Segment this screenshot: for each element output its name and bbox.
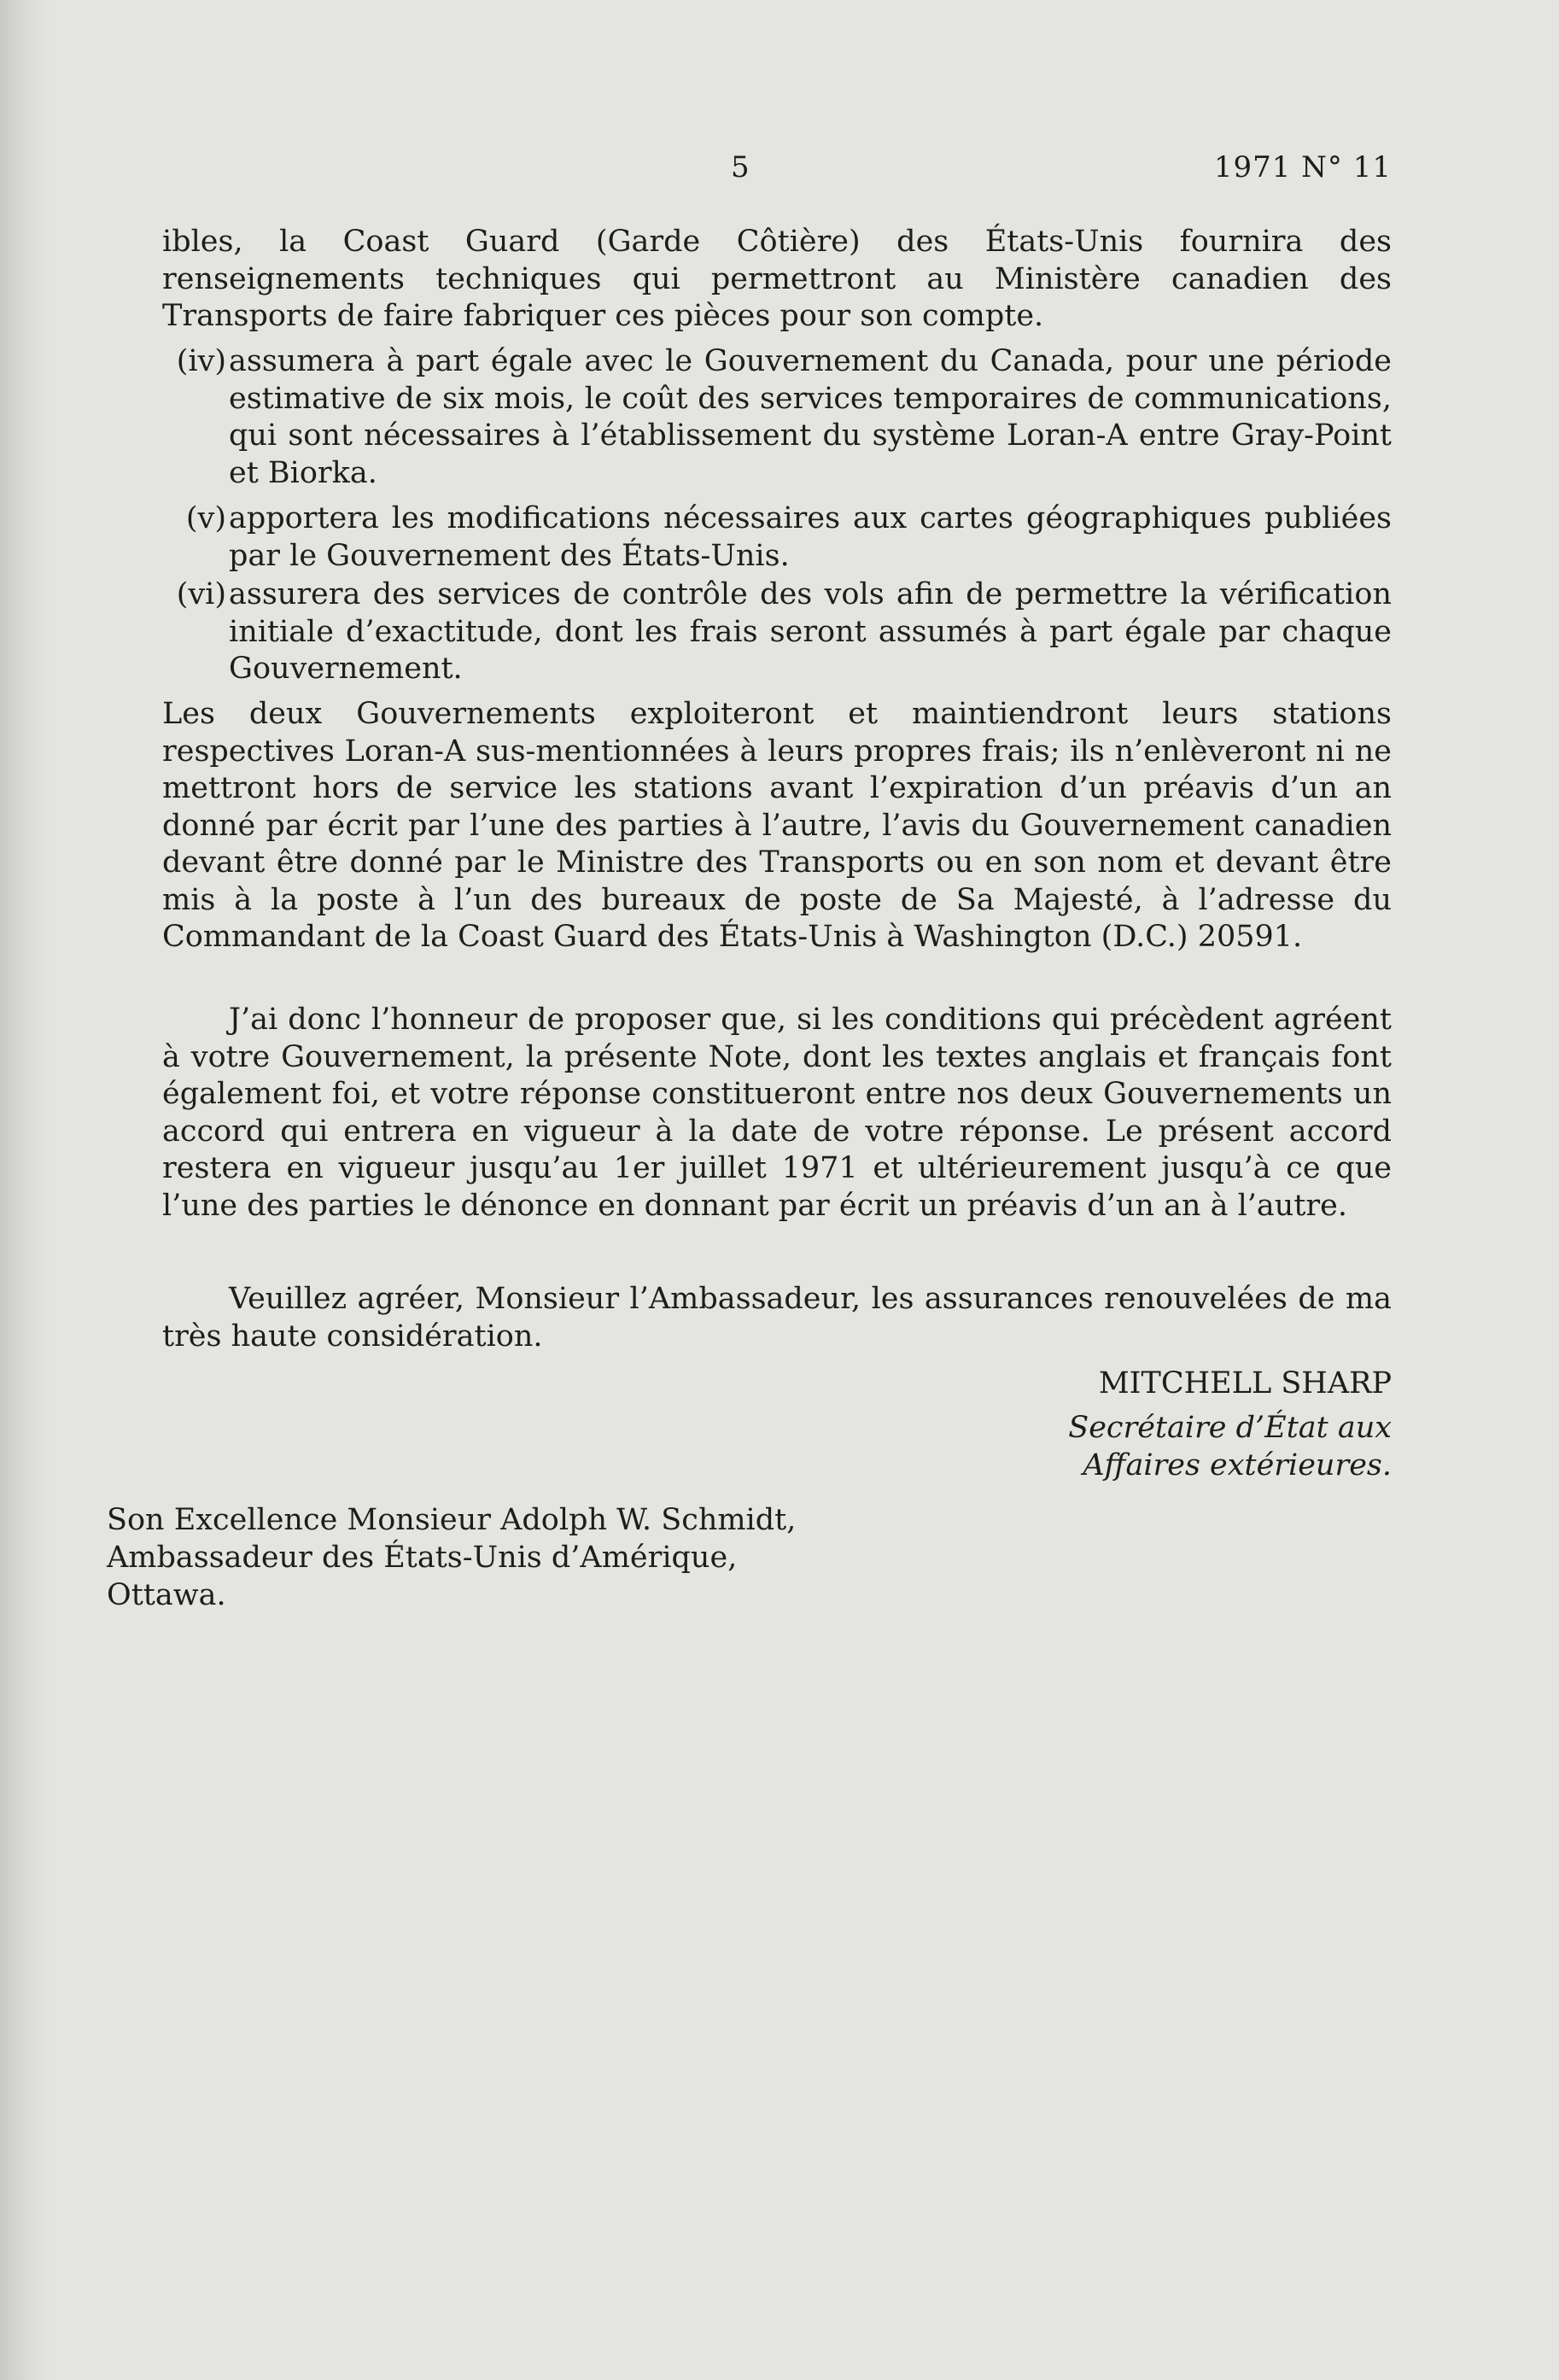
continuation-paragraph: ibles, la Coast Guard (Garde Côtière) des États-Unis fournira des renseignements techniques qui permettront au Ministère canadien des Transports de faire fabriquer ces pièces pour son compte. [162,225,1392,333]
signatory-name: MITCHELL SHARP [1098,1366,1392,1401]
list-item-text: apportera les modifications nécessaires aux cartes géographiques publiées par le Gouvernement des États-Unis. [229,501,1392,573]
list-item-number: (vi) [176,577,226,611]
page-gutter-shadow [0,0,51,2380]
list-item-number: (iv) [176,344,226,378]
paragraph-proposal: J’ai donc l’honneur de proposer que, si les conditions qui précèdent agréent à votre Gouvernement, la présente Note, dont les textes anglais et français font également foi, et votre réponse constitueront entre nos deux Gouvernements un accord qui entrera en vigueur à la date de votre réponse. Le présent accord restera en vigueur jusqu’au 1er juillet 1971 et ultérieurement jusqu’à ce que l’une des parties le dénonce en donnant par écrit un préavis d’un an à l’autre. [162,1003,1392,1223]
paragraph-closing: Veuillez agréer, Monsieur l’Ambassadeur, les assurances renouvelées de ma très haute considération. [162,1282,1392,1354]
signatory-title-line: Secrétaire d’État aux [1068,1411,1392,1445]
document-reference: 1971 N° 11 [1213,150,1392,184]
address-line: Ottawa. [107,1578,226,1612]
address-line: Son Excellence Monsieur Adolph W. Schmidt, [107,1503,797,1537]
address-line: Ambassadeur des États-Unis d’Amérique, [107,1541,738,1575]
paragraph-stations: Les deux Gouvernements exploiteront et maintiendront leurs stations respectives Loran-A sus-mentionnées à leurs propres frais; ils n’enlèveront ni ne mettront hors de service les stations avant l’expiration d’un préavis d’un an donné par écrit par l’une des parties à l’autre, l’avis du Gouvernement canadien devant être donné par le Ministre des Transports ou en son nom et devant être mis à la poste à l’un des bureaux de poste de Sa Majesté, à l’adresse du Commandant de la Coast Guard des États-Unis à Washington (D.C.) 20591. [162,697,1392,954]
page-number: 5 [731,150,750,184]
signatory-title-line: Affaires extérieures. [1083,1448,1392,1482]
list-item-number: (v) [185,501,226,535]
signatory-title [1068,1409,1392,1484]
list-item-text: assumera à part égale avec le Gouvernement du Canada, pour une période estimative de six mois, le coût des services temporaires de communications, qui sont nécessaires à l’établissement du système Loran-A entre Gray-Point et Biorka. [229,344,1392,490]
list-item-text: assurera des services de contrôle des vols afin de permettre la vérification initiale d’exactitude, dont les frais seront assumés à part égale par chaque Gouvernement. [229,577,1392,686]
recipient-address [107,1501,796,1614]
